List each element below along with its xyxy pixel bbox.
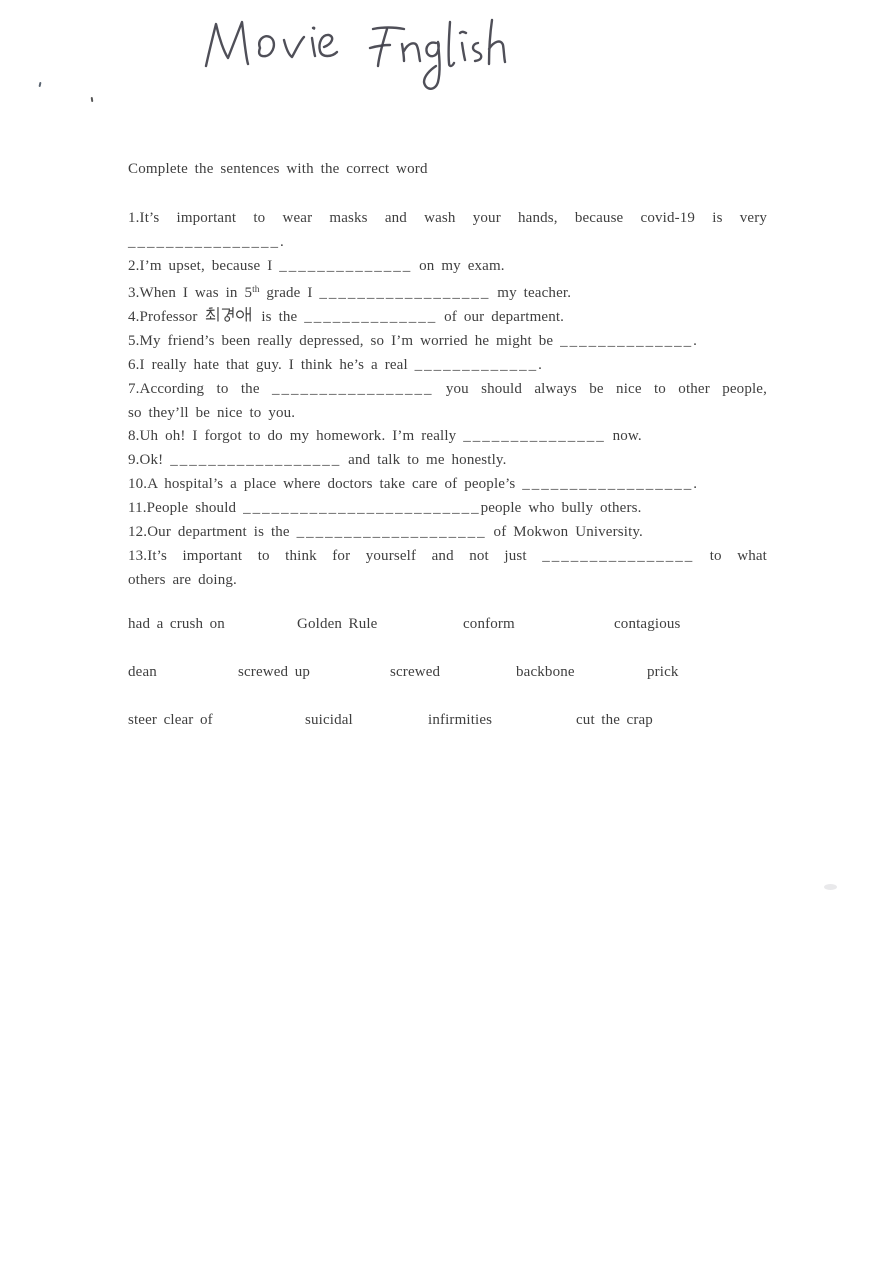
- sentence-line: 2.I’m upset, because I ______________ on my exam.: [128, 257, 505, 274]
- sentence-text: grade I __________________ my teacher.: [259, 284, 572, 301]
- sentence-line: 9.Ok! __________________ and talk to me honestly.: [128, 452, 507, 469]
- sentence-line: 10.A hospital’s a place where doctors take care of people’s __________________.: [128, 476, 698, 493]
- handwriting-word-english: [370, 20, 505, 89]
- word-bank-item: infirmities: [428, 712, 493, 728]
- sentence-line: 5.My friend’s been really depressed, so I’m worried he might be ______________.: [128, 332, 697, 349]
- word-bank-item: prick: [647, 664, 679, 680]
- sentence-line: 6.I really hate that guy. I think he’s a real _____________.: [128, 356, 543, 373]
- sentence-text: 4.Professor: [128, 308, 205, 325]
- sentence-line: [128, 279, 767, 306]
- ink-speck: [39, 82, 42, 87]
- word-bank-item: screwed up: [238, 664, 310, 680]
- word-bank-item: contagious: [614, 616, 681, 632]
- sentence-text: 3.When I was in 5: [128, 284, 253, 301]
- hangul-professor-name: [205, 306, 253, 323]
- word-bank-item: conform: [463, 616, 515, 632]
- superscript-ordinal: th: [252, 284, 260, 295]
- handwriting-word-movie: [206, 22, 337, 66]
- handwritten-title: [196, 14, 536, 106]
- scan-smudge: [824, 884, 837, 890]
- instruction-text: Complete the sentences with the correct word: [128, 161, 428, 177]
- sentence-line: so they’ll be nice to you.: [128, 404, 296, 421]
- sentence-list: [128, 207, 767, 593]
- word-bank-item: screwed: [390, 664, 441, 680]
- sentence-line: 1.It’s important to wear masks and wash your hands, because covid-19 is very: [128, 210, 767, 226]
- sentence-line: [128, 306, 767, 330]
- ink-speck: [91, 97, 94, 102]
- sentence-line: 8.Uh oh! I forgot to do my homework. I’m really _______________ now.: [128, 428, 642, 445]
- sentence-line: 13.It’s important to think for yourself and not just ________________ to what: [128, 548, 767, 565]
- word-bank-item: had a crush on: [128, 616, 225, 632]
- word-bank-item: Golden Rule: [297, 616, 378, 632]
- sentence-line: 7.According to the _________________ you should always be nice to other people,: [128, 380, 767, 397]
- word-bank-item: suicidal: [305, 712, 353, 728]
- sentence-line: 11.People should _________________________people who bully others.: [128, 500, 642, 517]
- word-bank-item: dean: [128, 664, 157, 680]
- sentence-line: 12.Our department is the ____________________ of Mokwon University.: [128, 524, 643, 541]
- sentence-line: others are doing.: [128, 572, 237, 589]
- word-bank-item: steer clear of: [128, 712, 213, 728]
- blank-line: ________________.: [128, 233, 284, 250]
- sentence-text: is the ______________ of our department.: [254, 308, 565, 325]
- word-bank-item: cut the crap: [576, 712, 653, 728]
- word-bank-item: backbone: [516, 664, 575, 680]
